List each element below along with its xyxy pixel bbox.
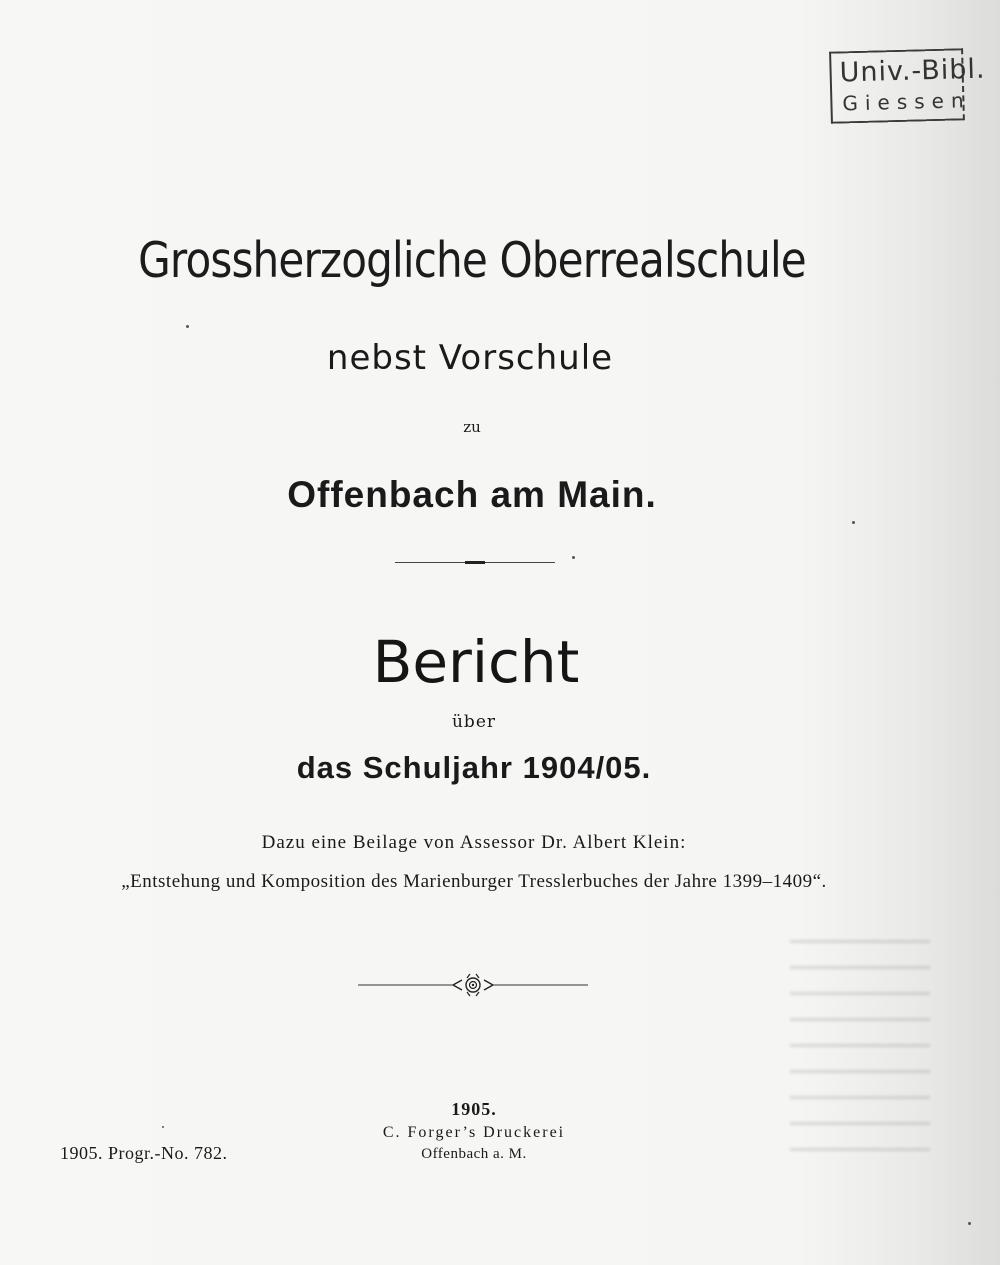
paper-speck: [852, 521, 855, 524]
ornament-divider: [358, 970, 588, 1000]
stamp-line-1: Univ.-Bibl.: [839, 53, 986, 89]
paper-speck: [186, 325, 189, 328]
school-name: Grossherzogliche Oberrealschule: [138, 232, 806, 289]
paper-speck: [572, 556, 575, 559]
divider-rule-center: [465, 561, 485, 564]
school-subtitle: nebst Vorschule: [326, 338, 614, 378]
supplement-line-2: „Entstehung und Komposition des Marienburger Tresslerbuches der Jahre 1399–1409“.: [121, 871, 827, 892]
library-stamp: [829, 48, 986, 123]
paper-speck: [162, 1126, 164, 1128]
supplement-line-1: Dazu eine Beilage von Assessor Dr. Albert Klein:: [261, 832, 687, 853]
report-title: Bericht: [372, 628, 580, 696]
stamp-line-2: Giessen: [842, 88, 971, 116]
preposition-ueber: über: [451, 712, 497, 732]
printer-name: C. Forger’s Druckerei: [382, 1124, 566, 1141]
printer-city: Offenbach a. M.: [421, 1146, 527, 1162]
paper-speck: [968, 1222, 971, 1225]
school-year: das Schuljahr 1904/05.: [296, 750, 652, 785]
program-number: 1905. Progr.-No. 782.: [60, 1143, 228, 1163]
preposition-zu: zu: [463, 418, 481, 436]
city-name: Offenbach am Main.: [287, 474, 657, 515]
publication-year: 1905.: [451, 1099, 497, 1119]
